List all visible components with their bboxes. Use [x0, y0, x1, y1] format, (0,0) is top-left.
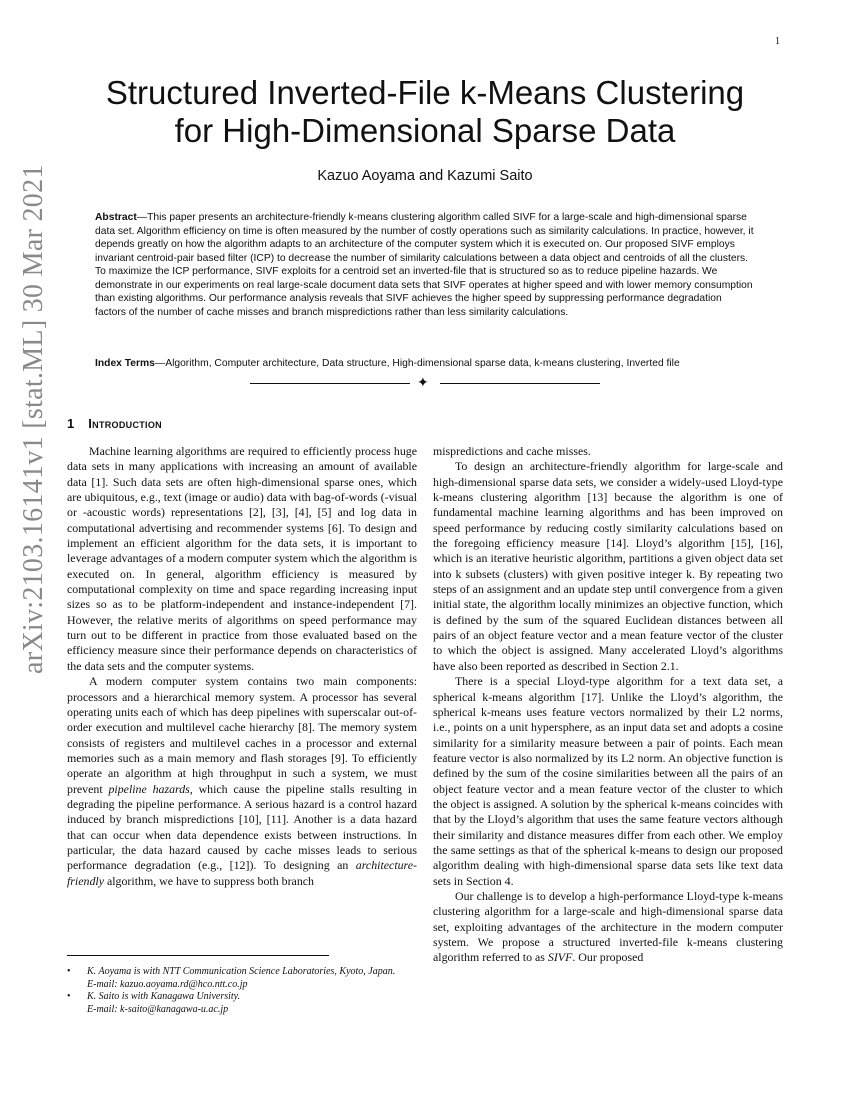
- footnotes: [67, 966, 422, 1016]
- left-paragraph-2: [67, 674, 417, 889]
- right-paragraph-1: mispredictions and cache misses.: [433, 444, 591, 458]
- right-paragraph-2: To design an architecture-friendly algorithm for large-scale and high-dimensional sparse data sets, we consider a widely-used Lloyd-type k-means clustering algorithm [13] because the algorithm is one of fundamental machine learning algorithms and has been improved on speed performance by reducing costly similarity calculations based on the foregoing efficiency measure [14]. Lloyd’s algorithm [15], [16], which is an iterative heuristic algorithm, partitions a given object data set into k subsets (clusters) with given positive integer k. By repeating two steps of an assignment and an update step until convergence from a given initial state, the algorithm locally minimizes an objective function, which is defined by the sum of the squared Euclidean distances between all pairs of an object feature vector and a mean feature vector of the cluster to which the object is assigned. Many accelerated Lloyd’s algorithms have also been reported as described in Section 2.1.: [433, 459, 783, 673]
- authors: Kazuo Aoyama and Kazumi Saito: [317, 168, 533, 184]
- abstract-text: —This paper presents an architecture-friendly k-means clustering algorithm called SIVF for a large-scale and high-dimensional sparse data set. Algorithm efficiency on time is often measured by the number of costly operations such as similarity calculations. In practice, however, it depends greatly on how the algorithm adapts to an architecture of the computer system which it is executed on. Our proposed SIVF employs invariant centroid-pair based filter (ICP) to decrease the number of similarity calculations between a data object and centroids of all the clusters. To maximize the ICP performance, SIVF exploits for a centroid set an inverted-file that is structured so as to reduce pipeline hazards. We demonstrate in our experiments on real large-scale document data sets that SIVF operates at higher speed and with lower memory consumption than existing algorithms. Our performance analysis reveals that SIVF achieves the higher speed by suppressing performance degradation factors of the number of cache misses and branch mispredictions rather than less similarity calculations.: [95, 212, 754, 318]
- left-p2-text-a: A modern computer system contains two main components: processors and a hierarchical memory system. A processor has several operating units each of which has deep pipelines with superscalar out-of-order execution and multilevel cache hierarchy [8]. The memory system consists of registers and multilevel caches in a processor and external memories such as a main memory and flash storages [9]. To efficiently operate an algorithm at high throughput in such a system, we must prevent: [67, 674, 417, 796]
- arxiv-sidebar-stamp: arXiv:2103.16141v1 [stat.ML] 30 Mar 2021: [18, 164, 49, 674]
- footnote-affiliation: K. Saito is with Kanagawa University.: [87, 991, 241, 1002]
- left-paragraph-1: Machine learning algorithms are required to efficiently process huge data sets in many applications with increasing an amount of available data [1]. Such data sets are often high-dimensional sparse ones, which are ubiquitous, e.g., text (image or audio) data with bag-of-words (-visual or -acoustic words) representations [2], [3], [4], [5] and log data in computational advertising and recommender systems [6]. To design and implement an efficient algorithm for the data sets, it is important to leverage advantages of a modern computer system which the algorithm is executed on. In general, algorithm efficiency is measured by computational complexity on time and space regarding increasing input sizes so as to be platform-independent and instance-independent [7]. However, the relative merits of algorithms on speed performance may turn out to be different in practice from those evaluated based on the efficiency measure since their performance depends on characteristics of the data sets and the computer systems.: [67, 444, 418, 673]
- footnote-rule: [67, 955, 329, 956]
- left-p2-emphasis-1: pipeline hazards: [108, 781, 190, 796]
- index-terms-label: Index Terms: [95, 358, 155, 369]
- left-column: [67, 444, 417, 889]
- right-p4-emphasis: SIVF: [547, 950, 573, 965]
- bullet-icon: •: [67, 991, 71, 1002]
- divider-diamond-icon: ✦: [417, 375, 429, 391]
- page-number: 1: [775, 36, 780, 47]
- footnote-email: E-mail: k-saito@kanagawa-u.ac.jp: [87, 1003, 229, 1015]
- section-number: 1: [67, 416, 75, 431]
- bullet-icon: •: [67, 966, 71, 977]
- abstract-label: Abstract: [95, 212, 137, 223]
- divider-left: [250, 383, 410, 384]
- title-line-1: Structured Inverted-File k-Means Clustering: [105, 74, 745, 111]
- footnote-email: E-mail: kazuo.aoyama.rd@hco.ntt.co.jp: [87, 978, 248, 990]
- section-heading: [67, 416, 162, 431]
- index-terms: [95, 357, 755, 371]
- section-title: Introduction: [88, 416, 162, 431]
- footnote-affiliation: K. Aoyama is with NTT Communication Science Laboratories, Kyoto, Japan.: [87, 966, 396, 977]
- divider-right: [440, 383, 600, 384]
- title-line-2: for High-Dimensional Sparse Data: [174, 112, 676, 149]
- left-p2-text-b: , which cause the pipeline stalls resulting in degrading the pipeline performance. A serious hazard is a control hazard induced by branch mispredictions [10], [11]. Another is a data hazard that can occur when data dependence exists between instructions. In particular, the data hazard caused by cache misses leads to serious performance degradation (e.g., [12]). To designing an: [67, 781, 417, 873]
- abstract: [95, 211, 755, 319]
- right-paragraph-3: There is a special Lloyd-type algorithm for a text data set, a spherical k-means algorithm [17]. Unlike the Lloyd’s algorithm, the spherical k-means uses feature vectors normalized by their L2 norms, i.e., points on a unit hypersphere, as an input data set and adopts a cosine similarity for a similarity measure between a pair of points. Each mean feature vector is also normalized by its L2 norm. An objective function is defined by the sum of the cosine similarities between all the pairs of an object feature vector and a mean feature vector of the cluster to which the object is assigned. A solution by the spherical k-means coincides with that by the Lloyd’s algorithm that uses the same feature vectors although their similarity and distance measures differ from each other. We employ the same settings as that of the spherical k-means to design our proposed algorithm dealing with high-dimensional sparse data sets like text data sets in Section 4.: [433, 674, 783, 888]
- right-p4-text-b: . Our proposed: [572, 950, 644, 965]
- right-paragraph-4: [433, 889, 783, 966]
- footnote-item: [67, 991, 422, 1016]
- index-terms-text: —Algorithm, Computer architecture, Data structure, High-dimensional sparse data, k-means clustering, Inverted file: [154, 358, 680, 369]
- paper-title: [60, 74, 790, 150]
- footnote-item: [67, 966, 422, 991]
- right-p4-text-a: Our challenge is to develop a high-performance Lloyd-type k-means clustering algorithm for a large-scale and high-dimensional sparse data set, exploiting advantages of the architecture in the modern computer system. We propose a structured inverted-file k-means clustering algorithm referred to as: [433, 888, 783, 965]
- right-column: [433, 444, 783, 966]
- left-p2-emphasis-2: architecture-friendly: [67, 858, 417, 888]
- left-p2-text-c: algorithm, we have to suppress both branch: [103, 873, 315, 888]
